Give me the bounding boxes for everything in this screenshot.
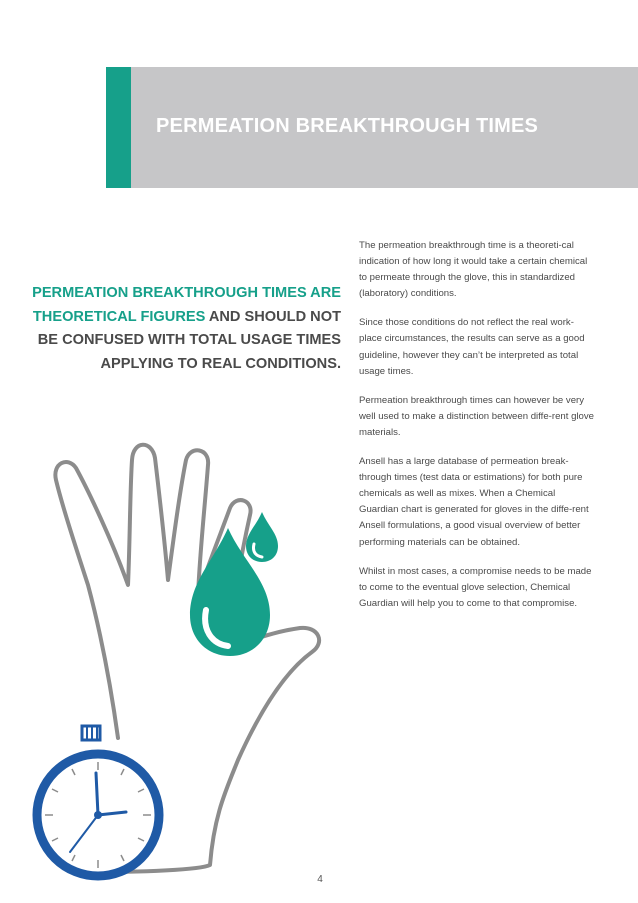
paragraph: Whilst in most cases, a compromise needs to be made to come to the eventual glove selection, Chemical Guardian will help you to come to that compromise. — [359, 565, 592, 609]
paragraph: Permeation breakthrough times can however be very well used to make a distinction between diffe-rent glove materials. — [359, 394, 595, 438]
body-text — [359, 238, 595, 625]
title-banner — [106, 67, 638, 188]
paragraph: Ansell has a large database of permeation break-through times (test data or estimations) for both pure chemicals as well as mixes. When a Chemical Guardian chart is generated for gloves in the diffe-rent Ansell formulations, a good visual overview of better performing materials can be obtained. — [359, 456, 589, 548]
glove-illustration — [0, 430, 360, 895]
pull-quote — [11, 282, 341, 376]
pull-quote-rest: AND SHOULD NOT BE CONFUSED WITH TOTAL USAGE TIMES APPLYING TO REAL CONDITIONS. — [37, 308, 341, 372]
page-title: PERMEATION BREAKTHROUGH TIMES — [156, 115, 539, 137]
stopwatch-icon — [37, 726, 159, 876]
pull-quote-highlight: PERMEATION BREAKTHROUGH TIMES ARE THEORETICAL FIGURES — [32, 285, 341, 325]
paragraph: Since those conditions do not reflect the real work-place circumstances, the results can serve as a good guideline, however they can’t be interpreted as total usage times. — [359, 317, 585, 377]
banner-accent-bar — [106, 67, 131, 188]
page-number: 4 — [317, 874, 323, 885]
paragraph: The permeation breakthrough time is a theoreti-cal indication of how long it would take a certain chemical to permeate through the glove, this in standardized (laboratory) conditions. — [359, 240, 588, 300]
